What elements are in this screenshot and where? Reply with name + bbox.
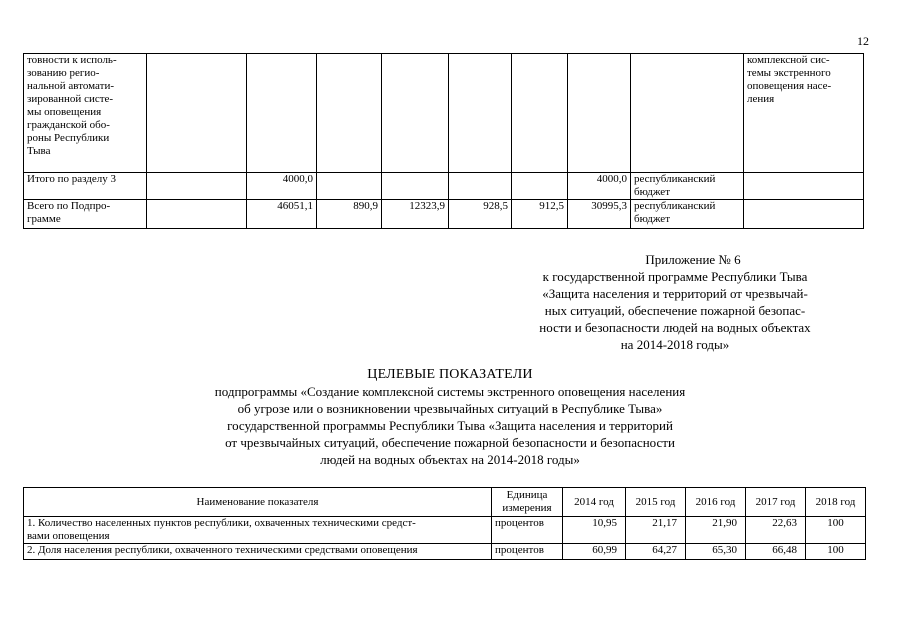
value-2018: 100 [806, 517, 866, 544]
total-cell: 46051,1 [247, 200, 317, 229]
heading-title: ЦЕЛЕВЫЕ ПОКАЗАТЕЛИ [367, 367, 533, 382]
table-row [24, 517, 866, 544]
year-2018-cell: 30995,3 [568, 200, 631, 229]
value-2014: 10,95 [563, 517, 626, 544]
year-2017-cell [512, 173, 568, 200]
year-2014-cell: 890,9 [317, 200, 382, 229]
table-header-row [24, 488, 866, 517]
year-2017-cell: 912,5 [512, 200, 568, 229]
value-2017: 22,63 [746, 517, 806, 544]
header-2015: 2015 год [626, 488, 686, 517]
header-indicator-name: Наименование показателя [24, 488, 492, 517]
year-2018-cell: 4000,0 [568, 173, 631, 200]
appendix-text: к государственной программе Республики Тыва «Защита населения и территорий от чрезвычай- ных ситуаций, обеспечение пожарной безопас- ности и безопасности людей на водных объектах на 2014-2018 годы» [539, 269, 811, 352]
year-2014-cell [317, 173, 382, 200]
funding-source-cell: республиканский бюджет [631, 173, 744, 200]
appendix-title: Приложение № 6 [645, 252, 741, 267]
heading-subtitle: подпрограммы «Создание комплексной системы экстренного оповещения населения об угрозе или о возникновении чрезвычайных ситуаций в Республике Тыва» государственной программы Республики Тыва «Защита населения и территорий от чрезвычайных ситуаций, обеспечение пожарной безопасности и безопасности людей на водных объектах на 2014-2018 годы» [214, 384, 686, 467]
value-2018: 100 [806, 544, 866, 560]
year-2016-cell: 928,5 [449, 200, 512, 229]
subprogram-funding-table [23, 53, 864, 229]
subprogram-total-label: Всего по Подпро- грамме [24, 200, 147, 229]
document-heading [100, 366, 800, 468]
header-unit: Единица измерения [492, 488, 563, 517]
year-2015-cell: 12323,9 [382, 200, 449, 229]
expected-result-cell: комплексной сис- темы экстренного оповещения насе- ления [744, 54, 864, 173]
page-number: 12 [857, 34, 869, 48]
total-cell: 4000,0 [247, 173, 317, 200]
funding-source-cell: республиканский бюджет [631, 200, 744, 229]
measure-name-cell: товности к исполь- зованию регио- нальной автомати- зированной систе- мы оповещения гражданской обо- роны Республики Тыва [24, 54, 147, 173]
year-2015-cell [382, 173, 449, 200]
table-row [24, 54, 864, 173]
value-2015: 64,27 [626, 544, 686, 560]
value-2015: 21,17 [626, 517, 686, 544]
indicator-name: 2. Доля населения республики, охваченного техническими средствами оповещения [24, 544, 492, 560]
appendix-note [480, 251, 870, 353]
target-indicators-table [23, 487, 866, 560]
value-2014: 60,99 [563, 544, 626, 560]
header-2018: 2018 год [806, 488, 866, 517]
header-2014: 2014 год [563, 488, 626, 517]
section-total-label: Итого по разделу 3 [24, 173, 147, 200]
year-2016-cell [449, 173, 512, 200]
value-2016: 65,30 [686, 544, 746, 560]
table-row [24, 200, 864, 229]
value-2016: 21,90 [686, 517, 746, 544]
table-row [24, 173, 864, 200]
value-2017: 66,48 [746, 544, 806, 560]
table-row [24, 544, 866, 560]
indicator-name: 1. Количество населенных пунктов республики, охваченных техническими средст- вами оповещения [24, 517, 492, 544]
header-2017: 2017 год [746, 488, 806, 517]
header-2016: 2016 год [686, 488, 746, 517]
indicator-unit: процентов [492, 517, 563, 544]
indicator-unit: процентов [492, 544, 563, 560]
